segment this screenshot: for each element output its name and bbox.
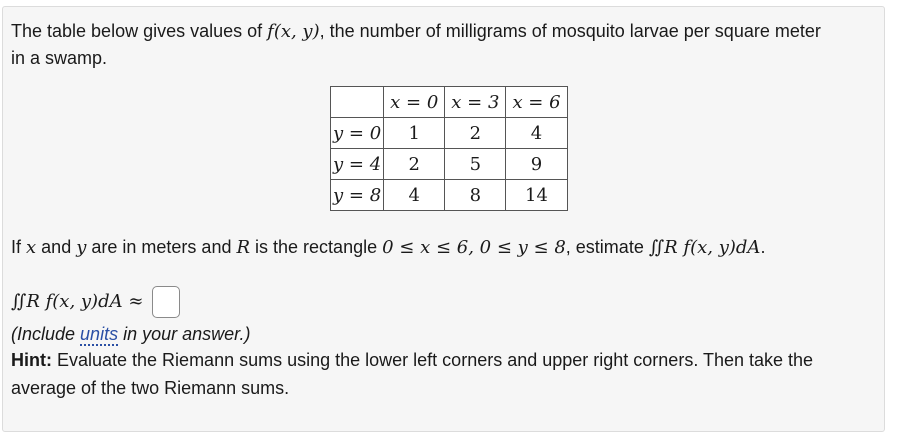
question-text: and <box>36 237 77 257</box>
hint-text: Evaluate the Riemann sums using the lower left corners and upper right corners. Then take the <box>51 350 814 370</box>
row-header: y = 8 <box>331 180 384 211</box>
table-cell: 5 <box>445 149 506 180</box>
col-header: x = 6 <box>506 87 567 118</box>
question-text: are in meters and <box>86 237 237 257</box>
problem-intro-line-1 <box>11 18 821 45</box>
units-link[interactable]: units <box>80 324 119 344</box>
var-x: x <box>26 237 37 258</box>
table-row <box>331 118 568 149</box>
hint-text-cont: average of the two Riemann sums. <box>11 378 290 398</box>
table-cell: 14 <box>506 180 567 211</box>
intro-text: The table below gives values of <box>11 21 268 41</box>
answer-input[interactable] <box>152 286 180 318</box>
col-header: x = 3 <box>445 87 506 118</box>
hint-line-2 <box>11 375 289 401</box>
hint-label: Hint: <box>11 350 52 370</box>
intro-function: f(x, y) <box>267 21 320 42</box>
hint-line-1 <box>11 347 813 373</box>
col-header: x = 0 <box>384 87 445 118</box>
units-note-text: in your answer.) <box>118 324 251 344</box>
question-line <box>11 234 765 261</box>
row-header: y = 4 <box>331 149 384 180</box>
table-cell: 8 <box>445 180 506 211</box>
table-cell: 4 <box>384 180 445 211</box>
answer-integral-label: ∬R f(x, y)dA ≈ <box>11 291 144 312</box>
table-cell: 4 <box>506 118 567 149</box>
problem-intro-line-2 <box>11 45 107 71</box>
units-note <box>11 321 250 347</box>
table-cell: 2 <box>445 118 506 149</box>
intro-text-cont: , the number of milligrams of mosquito larvae per square meter <box>319 21 821 41</box>
var-R: R <box>236 237 251 258</box>
table-header-row <box>331 87 568 118</box>
table-cell: 2 <box>384 149 445 180</box>
question-text: , estimate <box>565 237 649 257</box>
values-table <box>330 86 568 211</box>
intro-text-end: in a swamp. <box>11 48 108 68</box>
integral-expression: ∬R f(x, y)dA <box>648 237 761 258</box>
region-expression: 0 ≤ x ≤ 6, 0 ≤ y ≤ 8 <box>382 237 566 258</box>
table-corner-cell <box>331 87 384 118</box>
question-text: If <box>11 237 27 257</box>
units-note-text: (Include <box>11 324 81 344</box>
table-row <box>331 180 568 211</box>
answer-line <box>11 285 180 318</box>
question-text: . <box>760 237 766 257</box>
row-header: y = 0 <box>331 118 384 149</box>
question-text: is the rectangle <box>250 237 383 257</box>
var-y: y <box>76 237 87 258</box>
table-row <box>331 149 568 180</box>
table-cell: 1 <box>384 118 445 149</box>
table-cell: 9 <box>506 149 567 180</box>
